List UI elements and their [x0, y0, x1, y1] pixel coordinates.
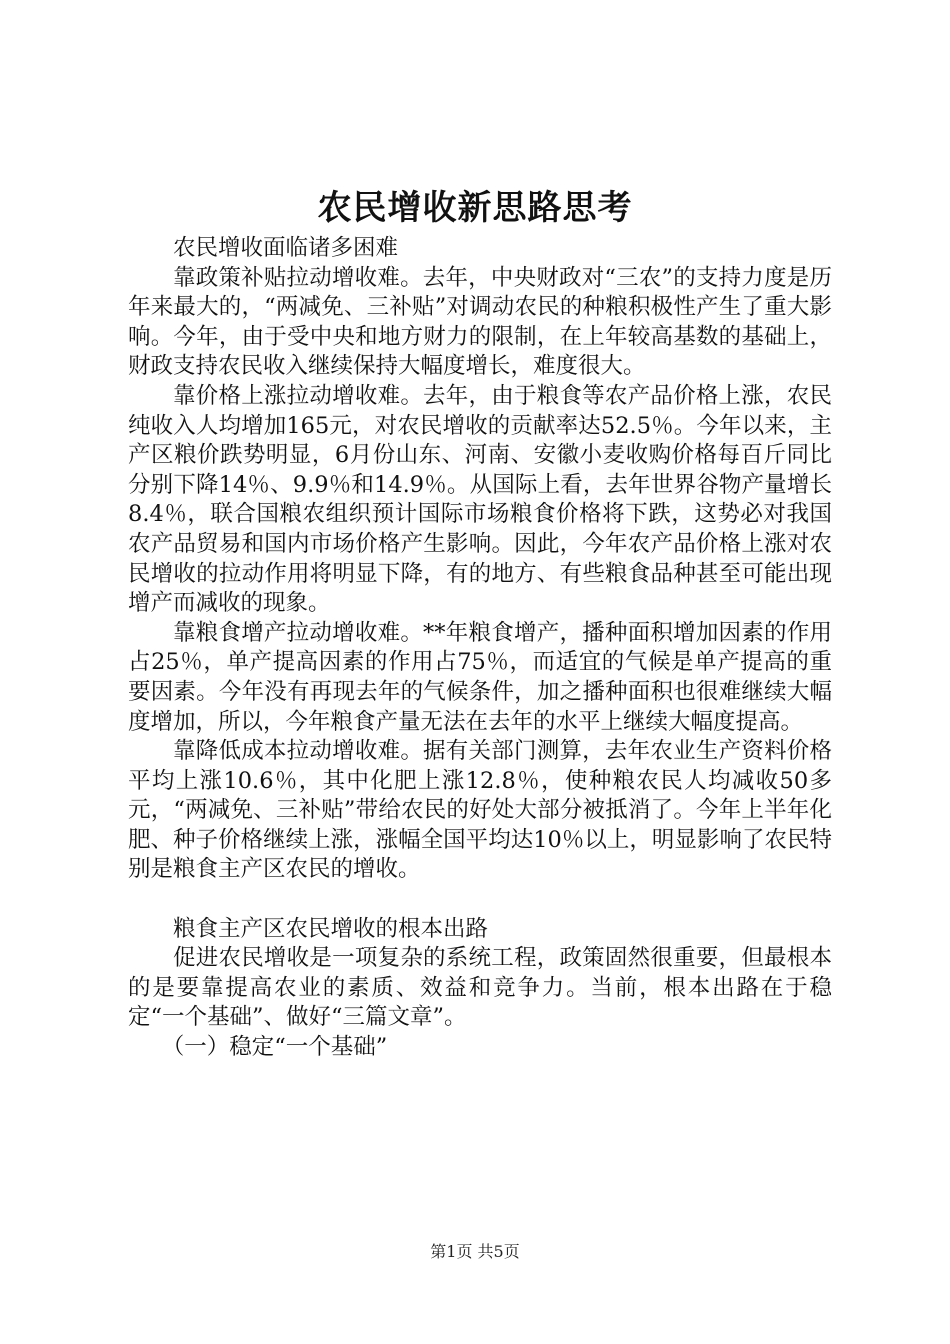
subheading-stable-foundation: （一）稳定“一个基础”: [161, 1034, 388, 1061]
document-title: 农民增收新思路思考: [317, 188, 633, 228]
paragraph-policy-subsidy: 靠政策补贴拉动增收难。去年，中央财政对“三农”的支持力度是历年来最大的，“两减免、三补贴”对调动农民的种粮积极性产生了重大影响。今年，由于受中央和地方财力的限制，在上年较高基数的基础上，财政支持农民收入继续保持大幅度增长，难度很大。: [128, 264, 832, 380]
paragraph-system-engineering: 促进农民增收是一项复杂的系统工程，政策固然很重要，但最根本的是要靠提高农业的素质、效益和竞争力。当前，根本出路在于稳定“一个基础”、做好“三篇文章”。: [128, 945, 832, 1031]
paragraph-cost-reduction: 靠降低成本拉动增收难。据有关部门测算，去年农业生产资料价格平均上涨10.6％，其中化肥上涨12.8％，使种粮农民人均减收50多元，“两减免、三补贴”带给农民的好处大部分被抵消了。今年上半年化肥、种子价格继续上涨，涨幅全国平均达10％以上，明显影响了农民特别是粮食主产区农民的增收。: [128, 738, 832, 883]
page-footer: 第1页 共5页: [430, 1242, 520, 1261]
document-body: [128, 234, 832, 1063]
paragraph-grain-output: 靠粮食增产拉动增收难。**年粮食增产，播种面积增加因素的作用占25％，单产提高因素的作用占75％，而适宜的气候是单产提高的重要因素。今年没有再现去年的气候条件，加之播种面积也很难继续大幅度增加，所以，今年粮食产量无法在去年的水平上继续大幅度提高。: [128, 619, 832, 735]
section-heading-difficulties: 农民增收面临诸多困难: [173, 235, 399, 261]
section-heading-solution: 粮食主产区农民增收的根本出路: [173, 915, 489, 942]
paragraph-price-increase: 靠价格上涨拉动增收难。去年，由于粮食等农产品价格上涨，农民纯收入人均增加165元，对农民增收的贡献率达52.5％。今年以来，主产区粮价跌势明显，6月份山东、河南、安徽小麦收购价格每百斤同比分别下降14％、9.9％和14.9％。从国际上看，去年世界谷物产量增长8.4％，联合国粮农组织预计国际市场粮食价格将下跌，这势必对我国农产品贸易和国内市场价格产生影响。因此，今年农产品价格上涨对农民增收的拉动作用将明显下降，有的地方、有些粮食品种甚至可能出现增产而减收的现象。: [128, 382, 832, 617]
